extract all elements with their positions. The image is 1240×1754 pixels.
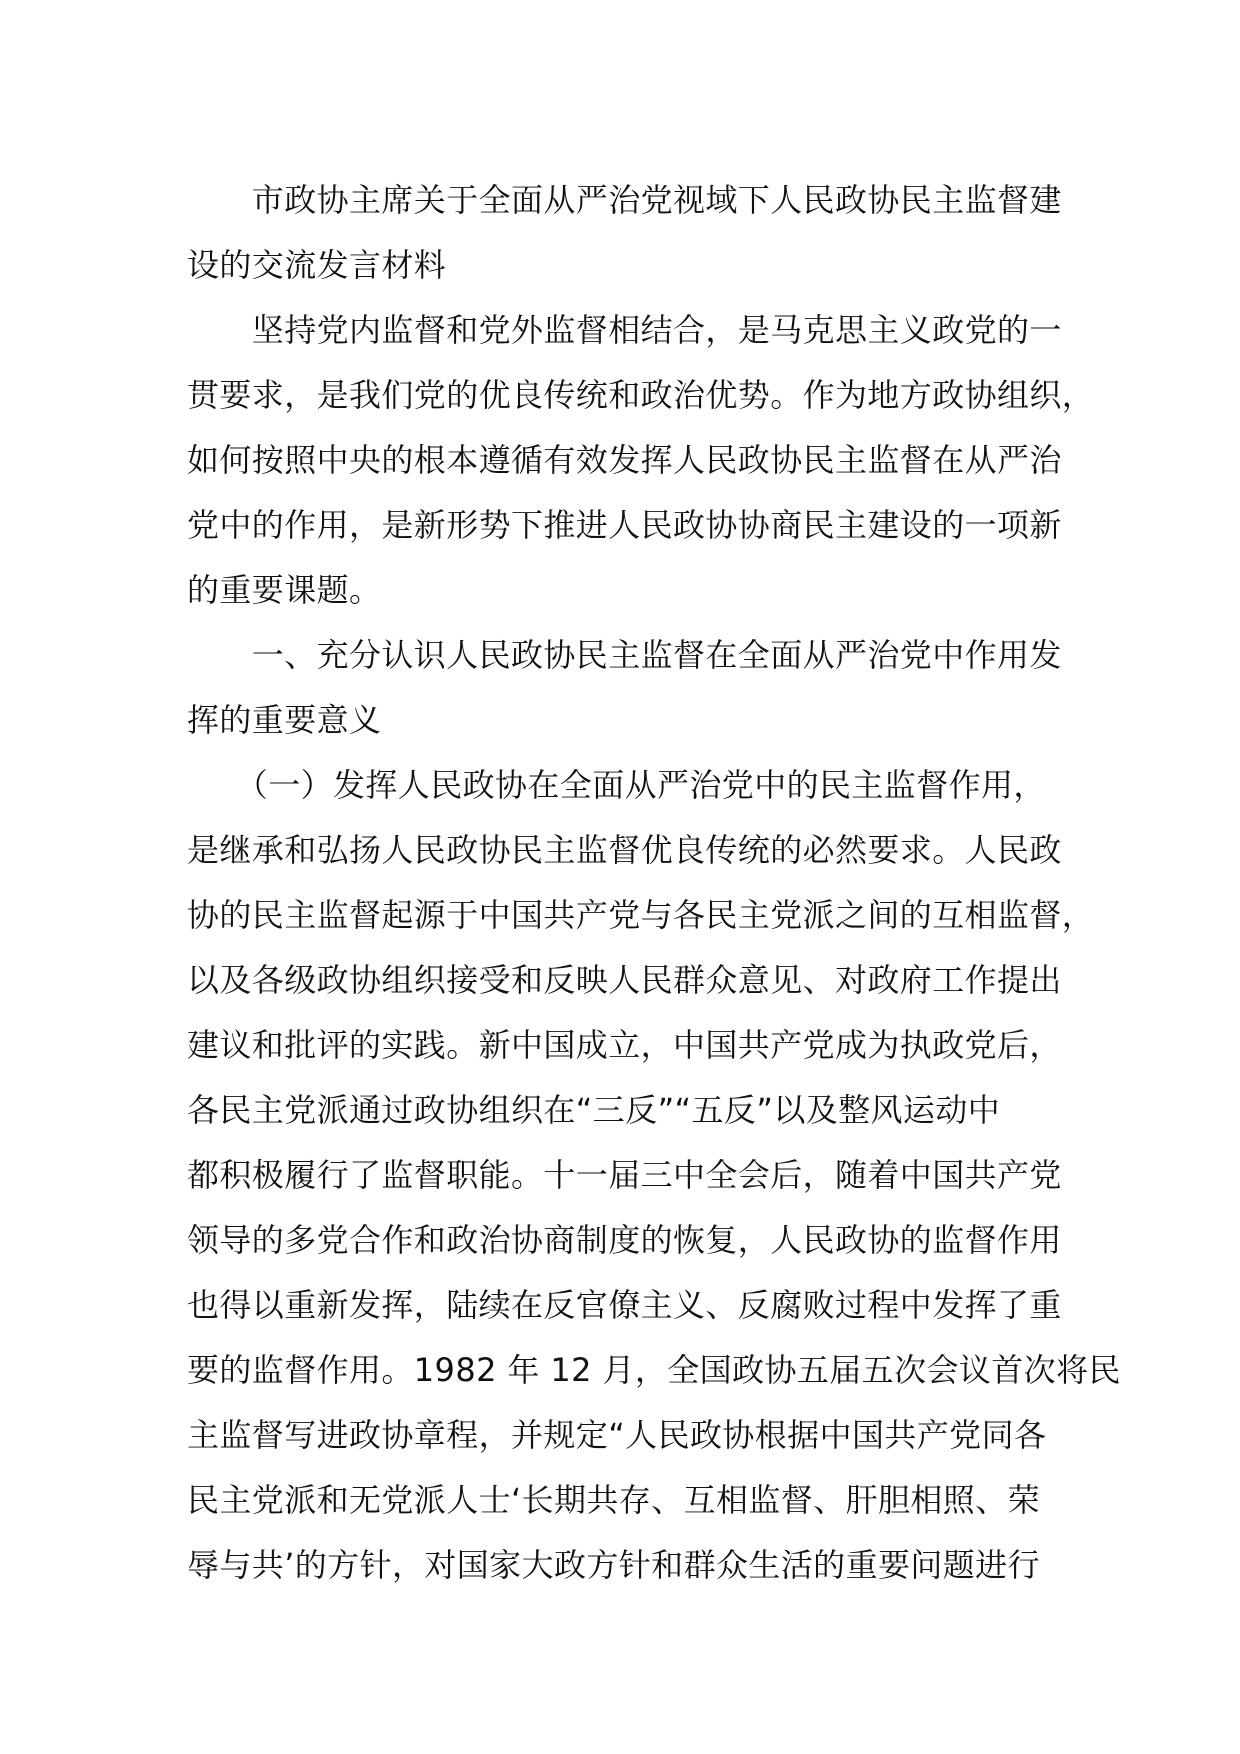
paragraph-line: 民主党派和无党派人士‘长期共存、互相监督、肝胆相照、荣 (187, 1481, 1040, 1519)
section-heading-line: 一、充分认识人民政协民主监督在全面从严治党中作用发 (187, 636, 1062, 674)
paragraph-line: 各民主党派通过政协组织在“三反”“五反”以及整风运动中 (187, 1091, 1001, 1129)
paragraph-line: 坚持党内监督和党外监督相结合，是马克思主义政党的一 (187, 311, 1062, 349)
paragraph-line: 都积极履行了监督职能。十一届三中全会后，随着中国共产党 (187, 1156, 1062, 1194)
paragraph-line: 要的监督作用。1982 年 12 月，全国政协五届五次会议首次将民 (187, 1351, 1121, 1389)
paragraph-line: 主监督写进政协章程，并规定“人民政协根据中国共产党同各 (187, 1416, 1047, 1454)
document-body (187, 168, 1121, 1598)
paragraph-line: 党中的作用，是新形势下推进人民政协协商民主建设的一项新 (187, 506, 1062, 544)
paragraph-line: 贯要求，是我们党的优良传统和政治优势。作为地方政协组织， (187, 376, 1095, 414)
paragraph-line: 如何按照中央的根本遵循有效发挥人民政协民主监督在从严治 (187, 441, 1062, 479)
paragraph-line: （一）发挥人民政协在全面从严治党中的民主监督作用， (187, 766, 1046, 804)
paragraph-line: 也得以重新发挥，陆续在反官僚主义、反腐败过程中发挥了重 (187, 1286, 1062, 1324)
paragraph-line: 协的民主监督起源于中国共产党与各民主党派之间的互相监督， (187, 896, 1095, 934)
paragraph-line: 领导的多党合作和政治协商制度的恢复，人民政协的监督作用 (187, 1221, 1062, 1259)
paragraph-line: 是继承和弘扬人民政协民主监督优良传统的必然要求。人民政 (187, 831, 1062, 869)
paragraph-line: 建议和批评的实践。新中国成立，中国共产党成为执政党后， (187, 1026, 1062, 1064)
section-heading-line: 挥的重要意义 (187, 701, 382, 739)
paragraph-line: 辱与共’的方针，对国家大政方针和群众生活的重要问题进行 (187, 1546, 1040, 1584)
title-line-1: 市政协主席关于全面从严治党视域下人民政协民主监督建 (187, 181, 1062, 219)
title-line-2: 设的交流发言材料 (187, 246, 447, 284)
paragraph-line: 以及各级政协组织接受和反映人民群众意见、对政府工作提出 (187, 961, 1062, 999)
paragraph-line: 的重要课题。 (187, 571, 382, 609)
